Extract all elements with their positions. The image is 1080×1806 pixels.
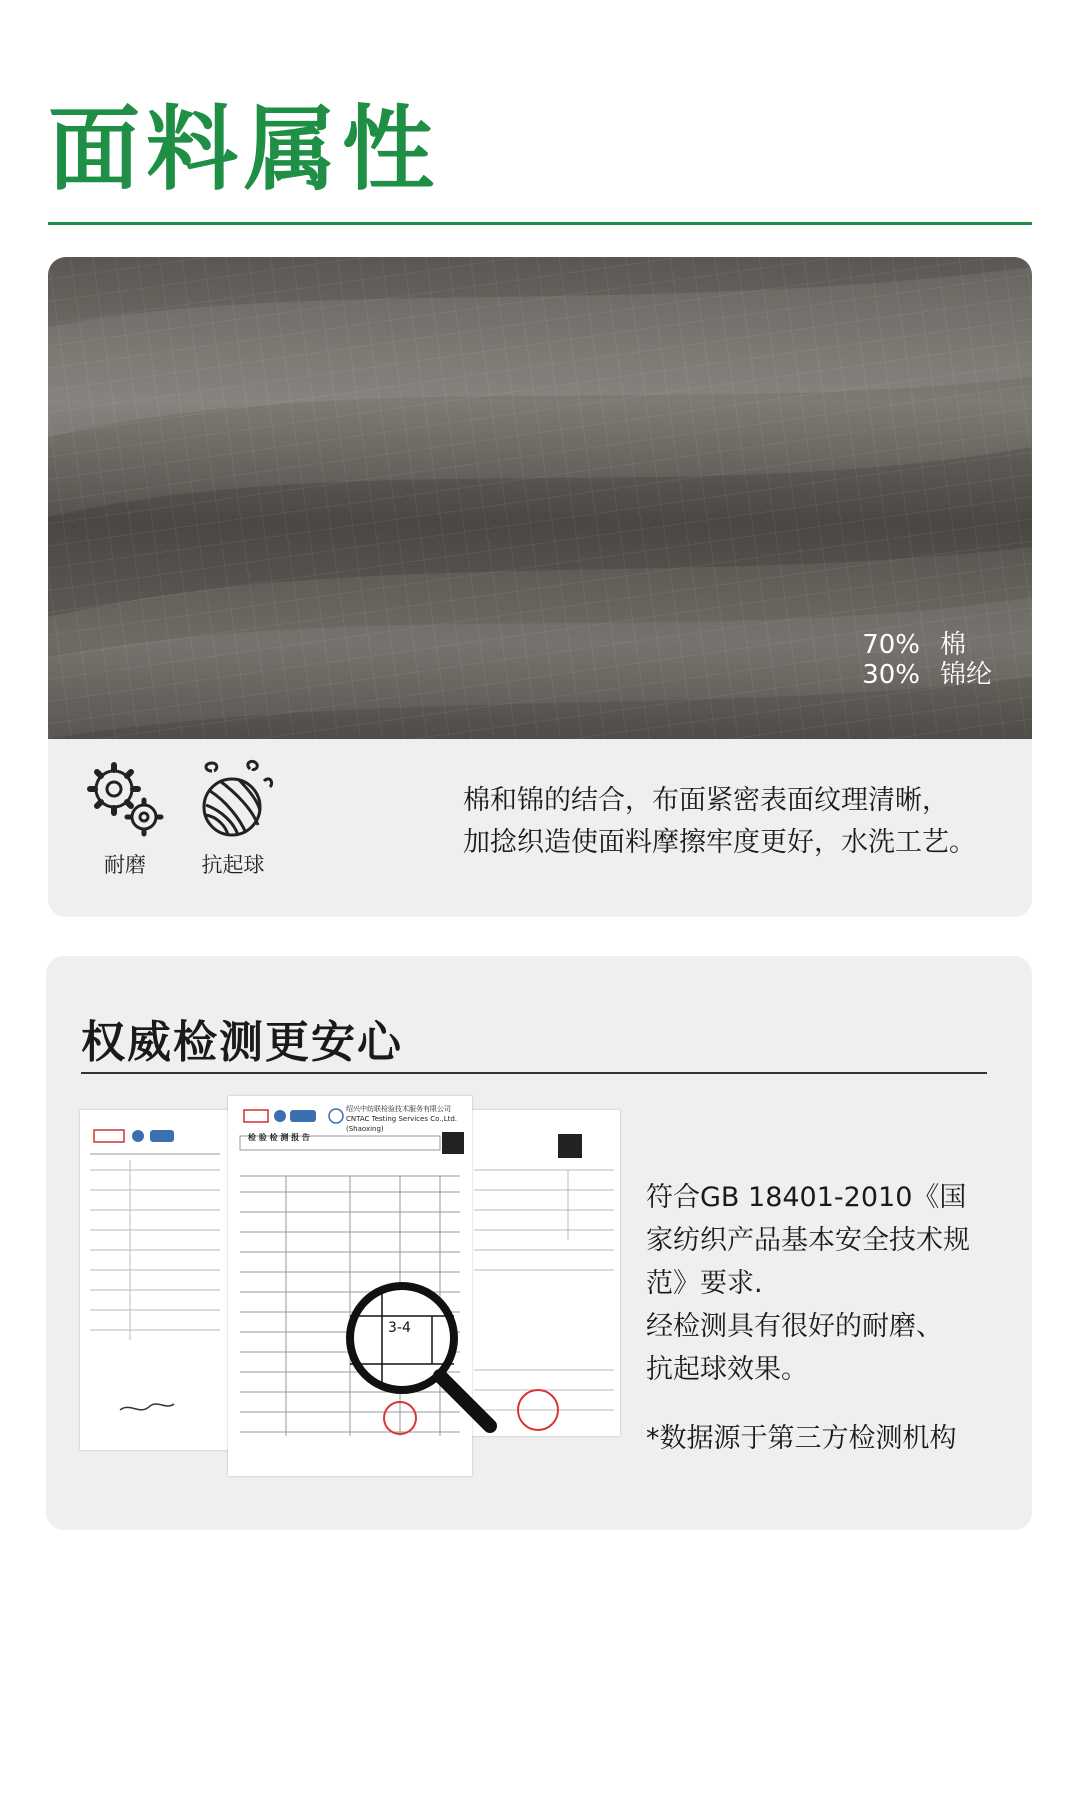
yarn-ball-icon	[190, 757, 276, 843]
gears-icon	[82, 757, 168, 843]
composition-percent: 70%	[862, 630, 920, 660]
composition-row	[862, 660, 992, 690]
certification-card	[46, 956, 1032, 1530]
report-agency	[346, 1104, 466, 1134]
certification-line: 符合GB 18401-2010《国	[646, 1182, 967, 1213]
certification-text	[646, 1176, 1006, 1391]
test-report-page	[80, 1110, 230, 1450]
composition-row	[862, 630, 992, 660]
page-title: 面料属性	[48, 96, 441, 203]
test-report-images	[80, 1096, 620, 1476]
report-agency-name: 绍兴中纺联检验技术服务有限公司	[346, 1105, 451, 1113]
certification-title: 权威检测更安心	[81, 1017, 403, 1068]
feature-label: 耐磨	[104, 853, 146, 877]
data-source-note: *数据源于第三方检测机构	[646, 1423, 957, 1454]
fabric-card	[48, 257, 1032, 917]
fabric-photo	[48, 257, 1032, 739]
certification-line: 范》要求.	[646, 1268, 763, 1299]
feature-anti-pilling	[178, 757, 288, 879]
certification-line: 抗起球效果。	[646, 1354, 808, 1385]
title-divider	[48, 222, 1032, 225]
composition-percent: 30%	[862, 660, 920, 690]
feature-label: 抗起球	[201, 853, 265, 877]
description-line: 加捻织造使面料摩擦牢度更好，水洗工艺。	[463, 827, 976, 858]
feature-wear-resistant	[70, 757, 180, 879]
description-line: 棉和锦的结合，布面紧密表面纹理清晰，	[463, 785, 949, 816]
magnifier-icon	[340, 1276, 500, 1456]
magnified-value: 3-4	[388, 1320, 411, 1336]
fabric-description	[463, 780, 1023, 864]
composition-label	[862, 630, 992, 690]
composition-material: 锦纶	[939, 660, 992, 690]
report-agency-en: CNTAC Testing Services Co.,Ltd.(Shaoxing)	[346, 1115, 458, 1133]
certification-divider	[81, 1072, 987, 1074]
report-heading: 检 验 检 测 报 告	[248, 1133, 310, 1142]
composition-material: 棉	[939, 630, 966, 660]
certification-line: 经检测具有很好的耐磨、	[646, 1311, 943, 1342]
certification-line: 家纺织产品基本安全技术规	[646, 1225, 970, 1256]
